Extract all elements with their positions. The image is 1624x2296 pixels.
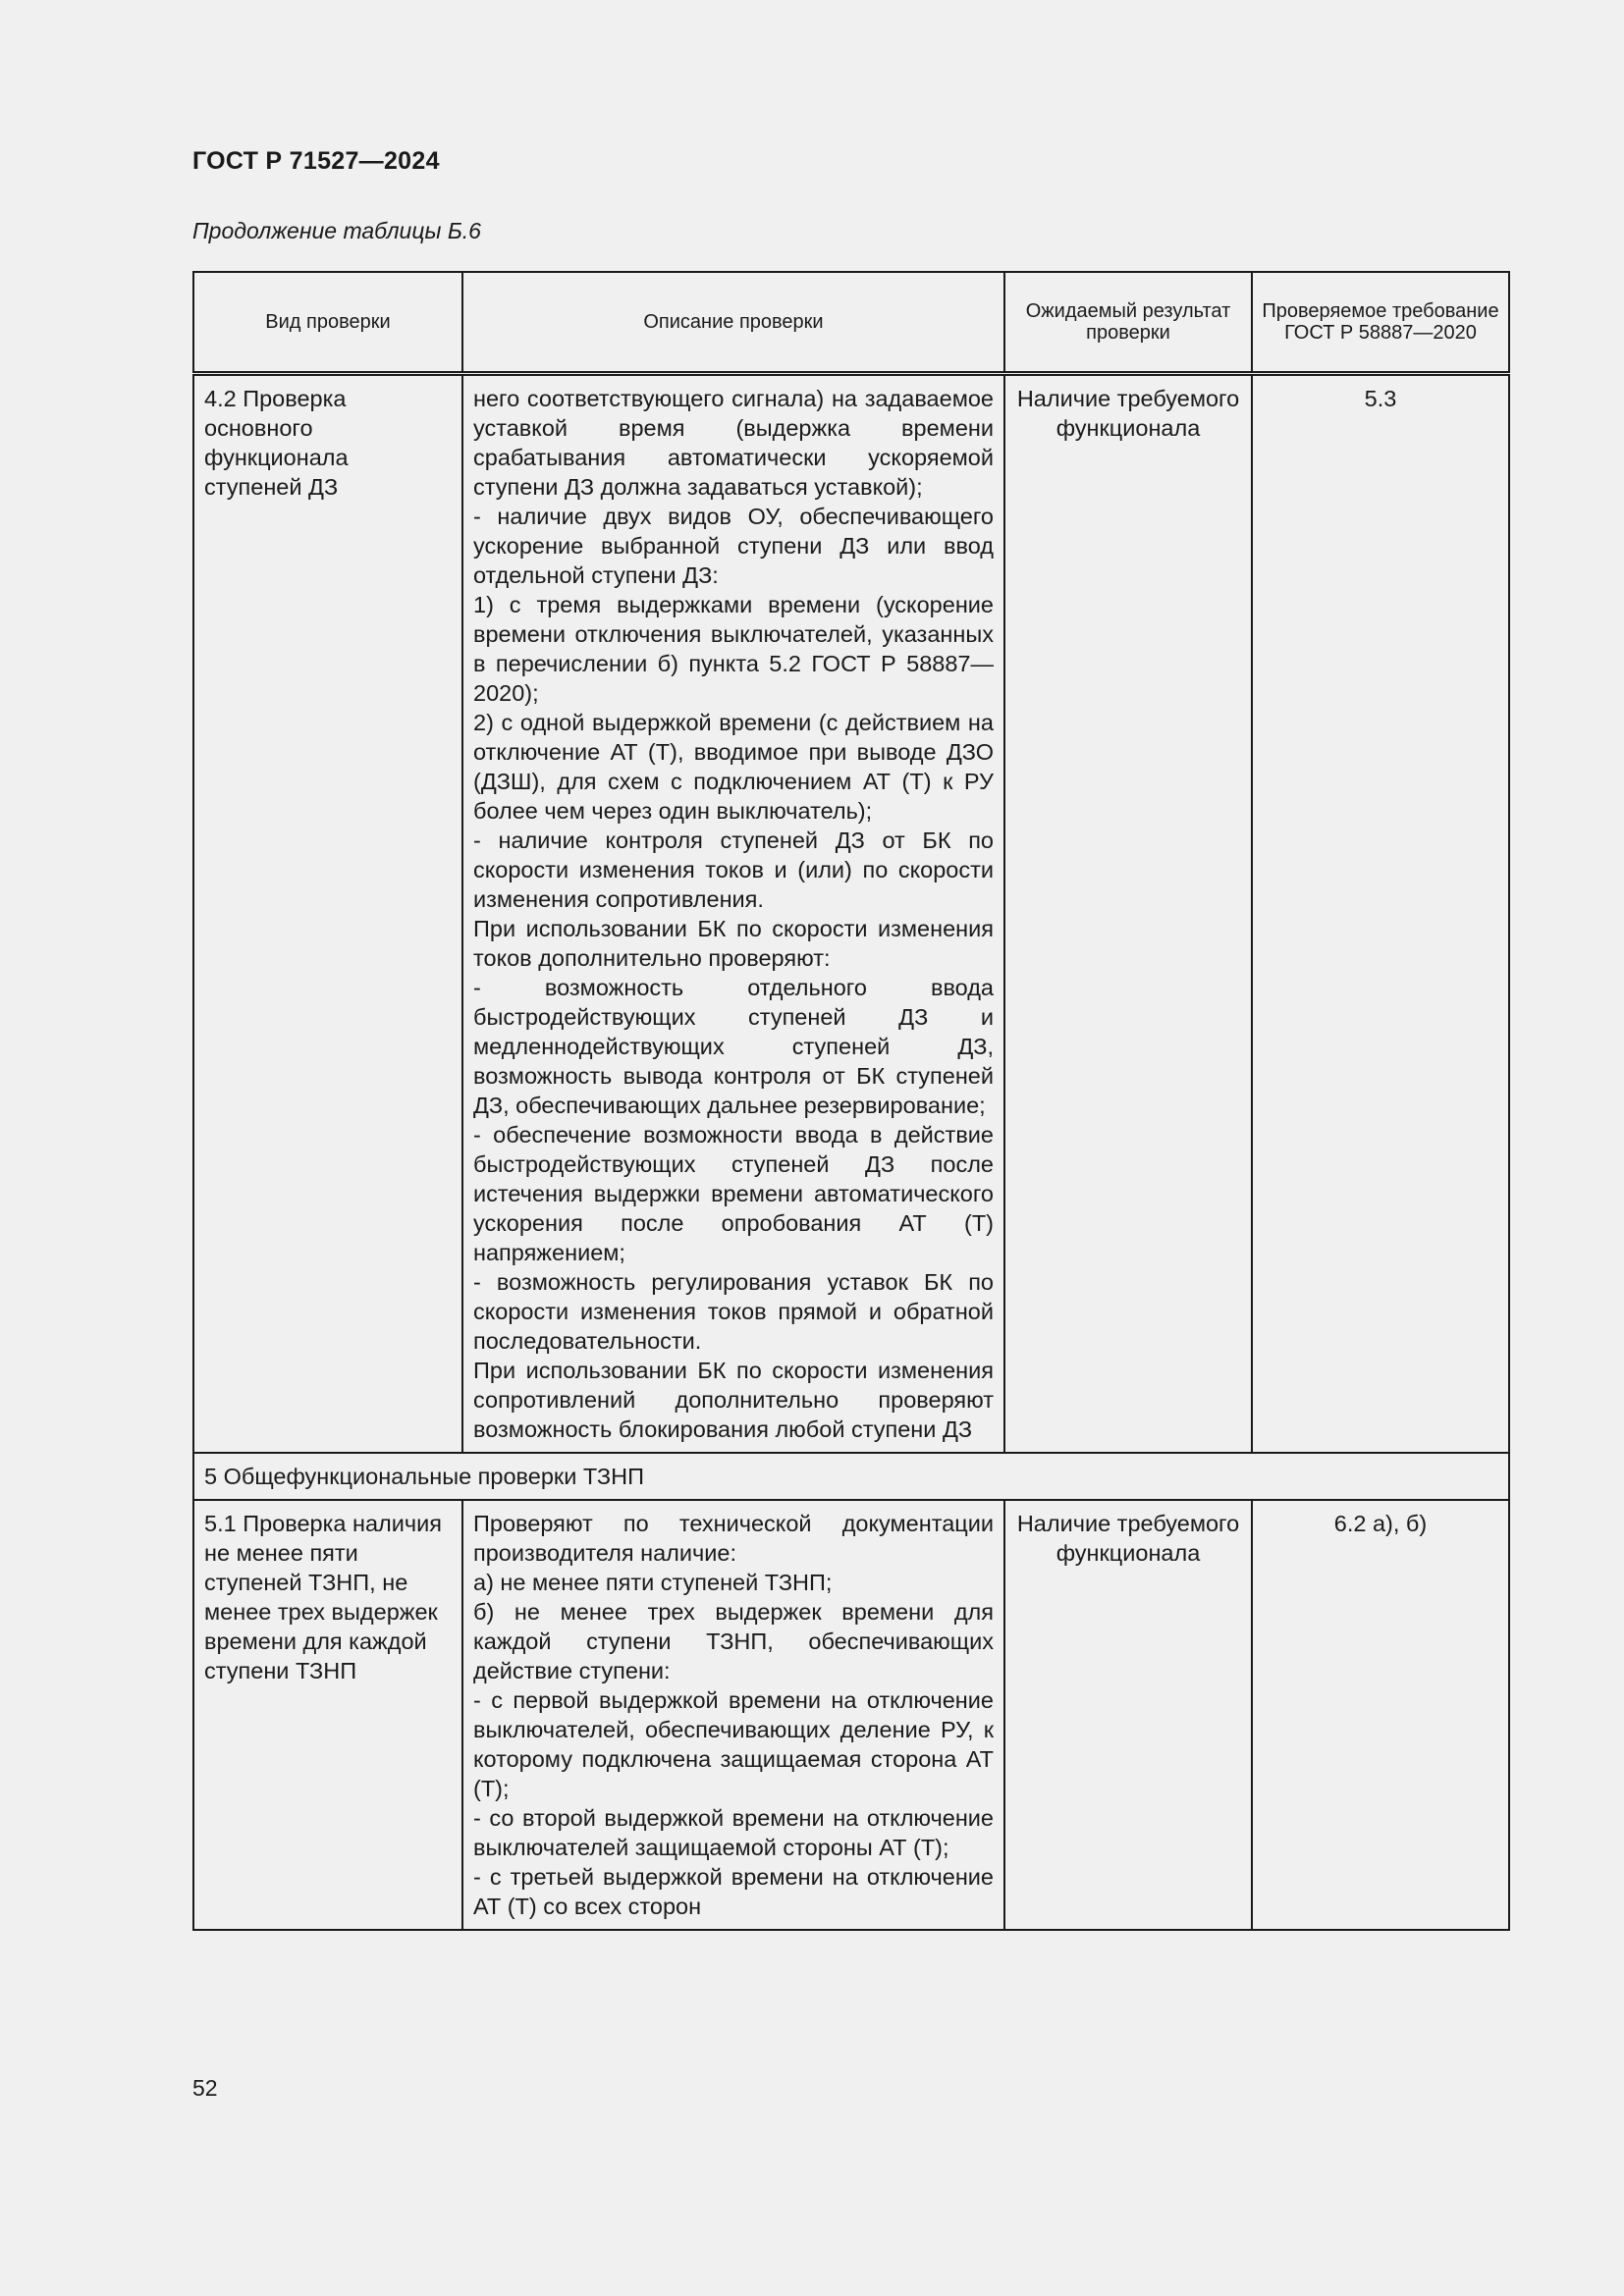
requirement-cell: 5.3 (1252, 374, 1509, 1454)
description-paragraph: - с первой выдержкой времени на отключение выключателей, обеспечивающих деление РУ, к которому подключена защищаемая сторона АТ (Т); (473, 1687, 994, 1801)
requirements-table (192, 271, 1510, 1931)
description-paragraph: При использовании БК по скорости изменения токов дополнительно проверяют: (473, 916, 994, 971)
description-paragraph: него соответствующего сигнала) на задаваемое уставкой время (выдержка времени срабатывания автоматически ускоряемой ступени ДЗ должна задаваться уставкой); (473, 386, 994, 500)
table-header-row (193, 272, 1509, 374)
description-paragraph: При использовании БК по скорости изменения сопротивлений дополнительно проверяют возможность блокирования любой ступени ДЗ (473, 1358, 994, 1442)
column-header-requirement: Проверяемое требование ГОСТ Р 58887—2020 (1252, 272, 1509, 374)
check-type-cell: 5.1 Проверка наличия не менее пяти ступеней ТЗНП, не менее трех выдержек времени для каждой ступени ТЗНП (193, 1500, 462, 1930)
column-header-description: Описание проверки (462, 272, 1004, 374)
column-header-check-type: Вид проверки (193, 272, 462, 374)
description-paragraph: - обеспечение возможности ввода в действие быстродействующих ступеней ДЗ после истечения выдержки времени автоматического ускорения после опробования АТ (Т) напряжением; (473, 1122, 994, 1265)
description-paragraph: - наличие контроля ступеней ДЗ от БК по скорости изменения токов и (или) по скорости изменения сопротивления. (473, 828, 994, 912)
document-id: ГОСТ Р 71527—2024 (192, 147, 440, 175)
description-paragraph: - возможность регулирования уставок БК по скорости изменения токов прямой и обратной последовательности. (473, 1269, 994, 1354)
description-paragraph: - с третьей выдержкой времени на отключение АТ (Т) со всех сторон (473, 1864, 994, 1919)
description-paragraph: - наличие двух видов ОУ, обеспечивающего ускорение выбранной ступени ДЗ или ввод отдельной ступени ДЗ: (473, 504, 994, 588)
description-paragraph: 1) с тремя выдержками времени (ускорение времени отключения выключателей, указанных в перечислении б) пункта 5.2 ГОСТ Р 58887—2020); (473, 592, 994, 706)
column-header-expected-result: Ожидаемый результат проверки (1004, 272, 1252, 374)
description-paragraph: б) не менее трех выдержек времени для каждой ступени ТЗНП, обеспечивающих действие ступени: (473, 1599, 994, 1683)
description-cell (462, 1500, 1004, 1930)
expected-result-cell: Наличие требуемого функционала (1004, 374, 1252, 1454)
description-paragraph: а) не менее пяти ступеней ТЗНП; (473, 1570, 833, 1595)
expected-result-cell: Наличие требуемого функционала (1004, 1500, 1252, 1930)
section-row (193, 1453, 1509, 1500)
check-type-cell: 4.2 Проверка основного функционала ступеней ДЗ (193, 374, 462, 1454)
requirement-cell: 6.2 а), б) (1252, 1500, 1509, 1930)
page-number: 52 (192, 2075, 218, 2101)
table-row (193, 1500, 1509, 1930)
description-paragraph: Проверяют по технической документации производителя наличие: (473, 1511, 994, 1566)
description-paragraph: - возможность отдельного ввода быстродействующих ступеней ДЗ и медленнодействующих ступеней ДЗ, возможность вывода контроля от БК ступеней ДЗ, обеспечивающих дальнее резервирование; (473, 975, 994, 1118)
table-row (193, 374, 1509, 1454)
description-paragraph: - со второй выдержкой времени на отключение выключателей защищаемой стороны АТ (Т); (473, 1805, 994, 1860)
section-title: 5 Общефункциональные проверки ТЗНП (193, 1453, 1509, 1500)
description-cell (462, 374, 1004, 1454)
description-paragraph: 2) с одной выдержкой времени (с действием на отключение АТ (Т), вводимое при выводе ДЗО (ДЗШ), для схем с подключением АТ (Т) к РУ более чем через один выключатель); (473, 710, 994, 824)
table-caption: Продолжение таблицы Б.6 (192, 218, 481, 243)
